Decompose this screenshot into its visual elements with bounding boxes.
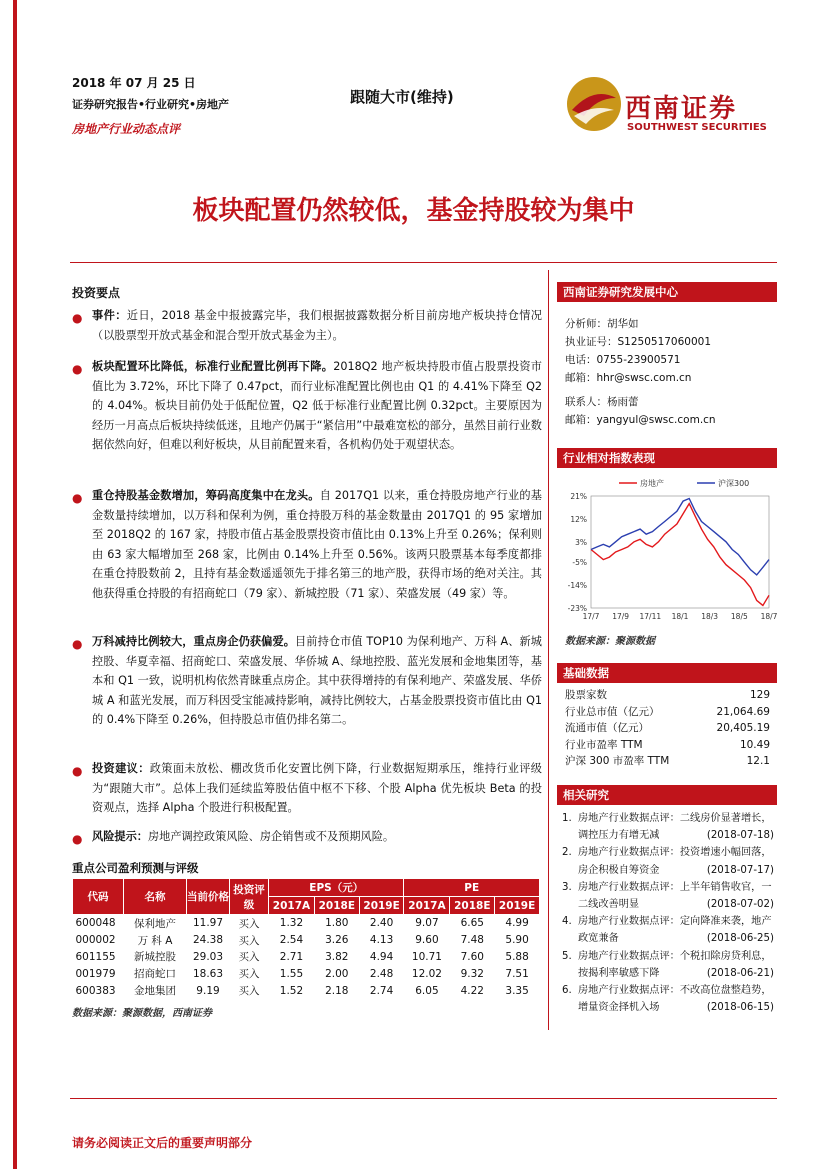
section-title: 投资要点 — [72, 286, 121, 300]
cell-name: 保利地产 — [134, 917, 176, 930]
cell-price: 24.38 — [192, 934, 224, 947]
bullet-icon: ● — [72, 764, 83, 778]
cell-price: 29.03 — [192, 950, 224, 963]
title-divider — [70, 262, 777, 263]
cell-eps-2017: 2.71 — [279, 950, 304, 963]
cell-rating: 买入 — [238, 917, 260, 930]
cell-pe-2019: 5.88 — [505, 950, 529, 963]
industry-rating: 跟随大市(维持) — [350, 88, 454, 106]
cell-eps-2018: 2.00 — [325, 967, 349, 980]
th-year: 2017A — [404, 897, 450, 915]
x-tick-label: 17/11 — [639, 612, 662, 621]
cell-pe-2017: 9.60 — [415, 934, 439, 947]
company-logo-subtitle: SOUTHWEST SECURITIES — [627, 122, 767, 133]
cell-eps-2019: 4.13 — [369, 934, 394, 947]
report-type: 证券研究报告•行业研究•房地产 — [72, 98, 230, 111]
report-category: 房地产行业动态点评 — [72, 122, 181, 136]
cell-rating: 买入 — [238, 968, 260, 981]
basic-row: 行业市盈率 TTM 10.49 — [565, 738, 770, 751]
research-center-header: 西南证券研究发展中心 — [557, 282, 777, 302]
th-eps: EPS（元） — [269, 879, 404, 897]
cell-eps-2019: 2.48 — [369, 967, 394, 980]
cell-pe-2018: 6.65 — [460, 917, 484, 930]
cell-eps-2019: 2.74 — [369, 984, 394, 997]
footer-disclaimer: 请务必阅读正文后的重要声明部分 — [72, 1136, 253, 1150]
relative-index-chart — [557, 474, 777, 630]
chart-plot-frame — [591, 496, 769, 608]
cell-eps-2018: 3.82 — [325, 950, 349, 963]
cell-eps-2019: 2.40 — [369, 917, 394, 930]
x-tick-label: 17/9 — [612, 612, 630, 621]
cell-pe-2017: 9.07 — [415, 917, 439, 930]
chart-header: 行业相对指数表现 — [557, 448, 777, 468]
cell-pe-2018: 7.48 — [460, 934, 484, 947]
y-tick-label: 3% — [575, 537, 587, 547]
left-accent-bar — [13, 0, 17, 1169]
table-row — [73, 932, 540, 949]
x-tick-label: 18/7 — [760, 612, 777, 621]
th-name: 名称 — [124, 879, 187, 915]
cell-pe-2017: 6.05 — [415, 984, 439, 997]
bullet-icon: ● — [72, 362, 83, 376]
table-row — [73, 949, 540, 966]
analyst-email[interactable]: 邮箱：hhr@swsc.com.cn — [565, 372, 692, 384]
th-year: 2019E — [359, 897, 404, 915]
cell-rating: 买入 — [238, 985, 260, 998]
x-tick-label: 18/5 — [730, 612, 748, 621]
cell-rating: 买入 — [238, 951, 260, 964]
related-item[interactable]: 5. 房地产行业数据点评：个税扣除房贷利息，按揭利率敏感下降 (2018-06-21) — [562, 950, 774, 979]
bullet-icon: ● — [72, 491, 83, 505]
report-date: 2018 年 07 月 25 日 — [72, 76, 196, 90]
legend-label-csi300: 沪深300 — [718, 479, 750, 488]
x-tick-label: 18/3 — [701, 612, 719, 621]
y-tick-label: 21% — [570, 492, 587, 501]
analyst-license: 执业证号：S1250517060001 — [565, 336, 712, 348]
th-pe: PE — [404, 879, 540, 897]
th-code: 代码 — [73, 879, 124, 915]
cell-code: 001979 — [75, 967, 116, 980]
related-research-header: 相关研究 — [557, 785, 777, 805]
cell-eps-2017: 1.32 — [279, 917, 304, 930]
cell-price: 9.19 — [196, 984, 220, 997]
related-item[interactable]: 4. 房地产行业数据点评：定向降准来袭，地产政宽兼备 (2018-06-25) — [562, 916, 774, 945]
cell-price: 18.63 — [192, 967, 224, 980]
th-price: 当前价格 — [187, 879, 230, 915]
cell-pe-2017: 10.71 — [411, 950, 442, 963]
series-line-real-estate — [591, 504, 769, 606]
cell-pe-2019: 7.51 — [505, 967, 529, 980]
cell-eps-2018: 1.80 — [325, 917, 349, 930]
bullet-icon: ● — [72, 637, 83, 651]
cell-name: 新城控股 — [134, 951, 176, 964]
x-tick-label: 17/7 — [582, 612, 600, 621]
report-title: 板块配置仍然较低，基金持股较为集中 — [192, 196, 635, 226]
related-research-list — [562, 810, 774, 1016]
y-tick-label: -23% — [567, 604, 587, 613]
contact-name: 联系人：杨雨蕾 — [565, 396, 639, 408]
legend-label-real-estate: 房地产 — [640, 479, 664, 488]
analyst-name: 分析师：胡华如 — [565, 318, 639, 330]
cell-eps-2017: 1.55 — [279, 967, 304, 980]
footer-divider — [70, 1098, 777, 1099]
cell-code: 600048 — [75, 917, 116, 930]
analyst-phone: 电话：0755-23900571 — [565, 354, 681, 366]
bullet-icon: ● — [72, 311, 83, 325]
cell-pe-2019: 3.35 — [505, 984, 529, 997]
forecast-table-title: 重点公司盈利预测与评级 — [72, 861, 199, 875]
th-year: 2019E — [495, 897, 540, 915]
basic-row: 流通市值（亿元） 20,405.19 — [565, 722, 770, 734]
table-row — [73, 982, 540, 999]
th-rating: 投资评级 — [230, 879, 269, 915]
cell-pe-2018: 4.22 — [460, 984, 484, 997]
y-tick-label: -14% — [567, 581, 587, 591]
cell-name: 万 科 A — [137, 934, 173, 947]
cell-eps-2018: 3.26 — [325, 934, 349, 947]
bullet-icon: ● — [72, 832, 83, 846]
contact-email[interactable]: 邮箱：yangyul@swsc.com.cn — [565, 414, 716, 426]
cell-name: 金地集团 — [134, 985, 176, 998]
x-tick-label: 18/1 — [671, 612, 689, 621]
related-item[interactable]: 2. 房地产行业数据点评：投资增速小幅回落，房企积极自筹资金 (2018-07-17) — [562, 847, 774, 876]
cell-rating: 买入 — [238, 934, 260, 947]
basic-data-header: 基础数据 — [557, 663, 777, 683]
cell-code: 601155 — [75, 950, 116, 963]
th-year: 2018E — [450, 897, 495, 915]
cell-code: 000002 — [75, 934, 116, 947]
cell-eps-2017: 2.54 — [279, 934, 304, 947]
y-tick-label: -5% — [572, 558, 587, 568]
basic-data-list — [565, 687, 770, 770]
series-line-csi300 — [591, 499, 769, 575]
basic-row: 行业总市值（亿元） 21,064.69 — [565, 705, 770, 718]
cell-pe-2018: 7.60 — [460, 950, 484, 963]
cell-pe-2018: 9.32 — [460, 967, 484, 980]
chart-source: 数据来源：聚源数据 — [565, 636, 655, 647]
column-divider — [548, 270, 549, 1030]
related-item[interactable]: 3. 房地产行业数据点评：上半年销售收官，一二线改善明显 (2018-07-02) — [562, 881, 774, 911]
basic-row: 沪深 300 市盈率 TTM 12.1 — [565, 755, 770, 767]
company-logo-text: 西南证券 — [625, 94, 738, 124]
cell-eps-2019: 4.94 — [369, 950, 394, 963]
forecast-table — [72, 878, 540, 999]
basic-row: 股票家数 129 — [565, 689, 770, 701]
bullet-risk: ● 风险提示：房地产调控政策风险、房企销售或不及预期风险。 — [72, 827, 542, 847]
company-logo-icon — [566, 76, 622, 132]
cell-name: 招商蛇口 — [134, 968, 176, 981]
bullet-fund-holdings: ● 重仓持股基金数增加，筹码高度集中在龙头。自 2017Q1 以来，重仓持股房地产行业的基金数量持续增加，以万科和保利为例，重仓持股万科的基金数量由 2017Q1 的 95 家增加至 2018Q2 的 167 家，持股市值占基金股票投资市值比由 0.13%上升至 0.26%；保利则由 63 家大幅增加至 268 家，比例由 0.14%上升至 0.56%。该两只股票基本每季度都排在重仓持股数前 2，且持有基金数遥遥领先于排名第三的地产股，获得市场的绝对关注。其他获得重仓持股的有招商蛇口（79 家）、新城控股（71 家）、荣盛发展（49 家）等。 — [72, 489, 542, 600]
cell-eps-2018: 2.18 — [325, 984, 349, 997]
cell-pe-2017: 12.02 — [411, 967, 442, 980]
table-row — [73, 965, 540, 982]
cell-pe-2019: 5.90 — [505, 934, 529, 947]
bullet-event: ● 事件：近日，2018 基金中报披露完毕，我们根据披露数据分析目前房地产板块持仓情况（以股票型开放式基金和混合型开放式基金为主）。 — [72, 309, 542, 342]
table-row — [73, 915, 540, 932]
cell-code: 600383 — [75, 984, 116, 997]
cell-price: 11.97 — [192, 917, 224, 930]
cell-pe-2019: 4.99 — [505, 917, 529, 930]
bullet-allocation: ● 板块配置环比降低，标准行业配置比例再下降。2018Q2 地产板块持股市值占股票投资市值比为 3.72%，环比下降了 0.47pct，而行业标准配置比例也由 Q1 的 4.41%下降至 Q2 的 4.04%。板块目前仍处于低配位置，Q2 低于标准行业配置比例 0.32pct。主要原因为经历一月高点后板块持续低迷，且地产仍属于“紧信用”中最难宽松的部分，虽然目前行业数据依然向好，但难以利好板块，从目前配置来看，各机构仍处于观望状态。 — [72, 360, 542, 452]
table-source: 数据来源：聚源数据，西南证券 — [72, 1008, 212, 1019]
related-item[interactable]: 1. 房地产行业数据点评：二线房价显著增长，调控压力有增无减 (2018-07-18) — [562, 813, 774, 842]
bullet-vanke-reduction: ● 万科减持比例较大，重点房企仍获偏爱。目前持仓市值 TOP10 为保利地产、万科 A、新城控股、华夏幸福、招商蛇口、荣盛发展、华侨城 A、绿地控股、蓝光发展和金地集团等，基本和 Q1 一致，说明机构依然青睐重点房企。其中获得增持的有保利地产、荣盛发展、华侨城 A 和蓝光发展，而万科因受宝能减持影响，减持比例较大，占基金股票投资市值比由 Q1 的 0.4%下降至 0.26%，但持股总市值仍排名第二。 — [72, 635, 542, 727]
related-item[interactable]: 6. 房地产行业数据点评：不改高位盘整趋势，增量资金择机入场 (2018-06-15) — [562, 985, 774, 1014]
cell-eps-2017: 1.52 — [279, 984, 304, 997]
bullet-investment-advice: ● 投资建议：政策面未放松、棚改货币化安置比例下降，行业数据短期承压，维持行业评级为“跟随大市”。总体上我们延续监筹股估值中枢不下移、个股 Alpha 优先板块 Beta 的投资观点，选择 Alpha 个股进行积极配置。 — [72, 762, 542, 815]
th-year: 2017A — [269, 897, 315, 915]
th-year: 2018E — [314, 897, 359, 915]
y-tick-label: 12% — [570, 514, 587, 524]
